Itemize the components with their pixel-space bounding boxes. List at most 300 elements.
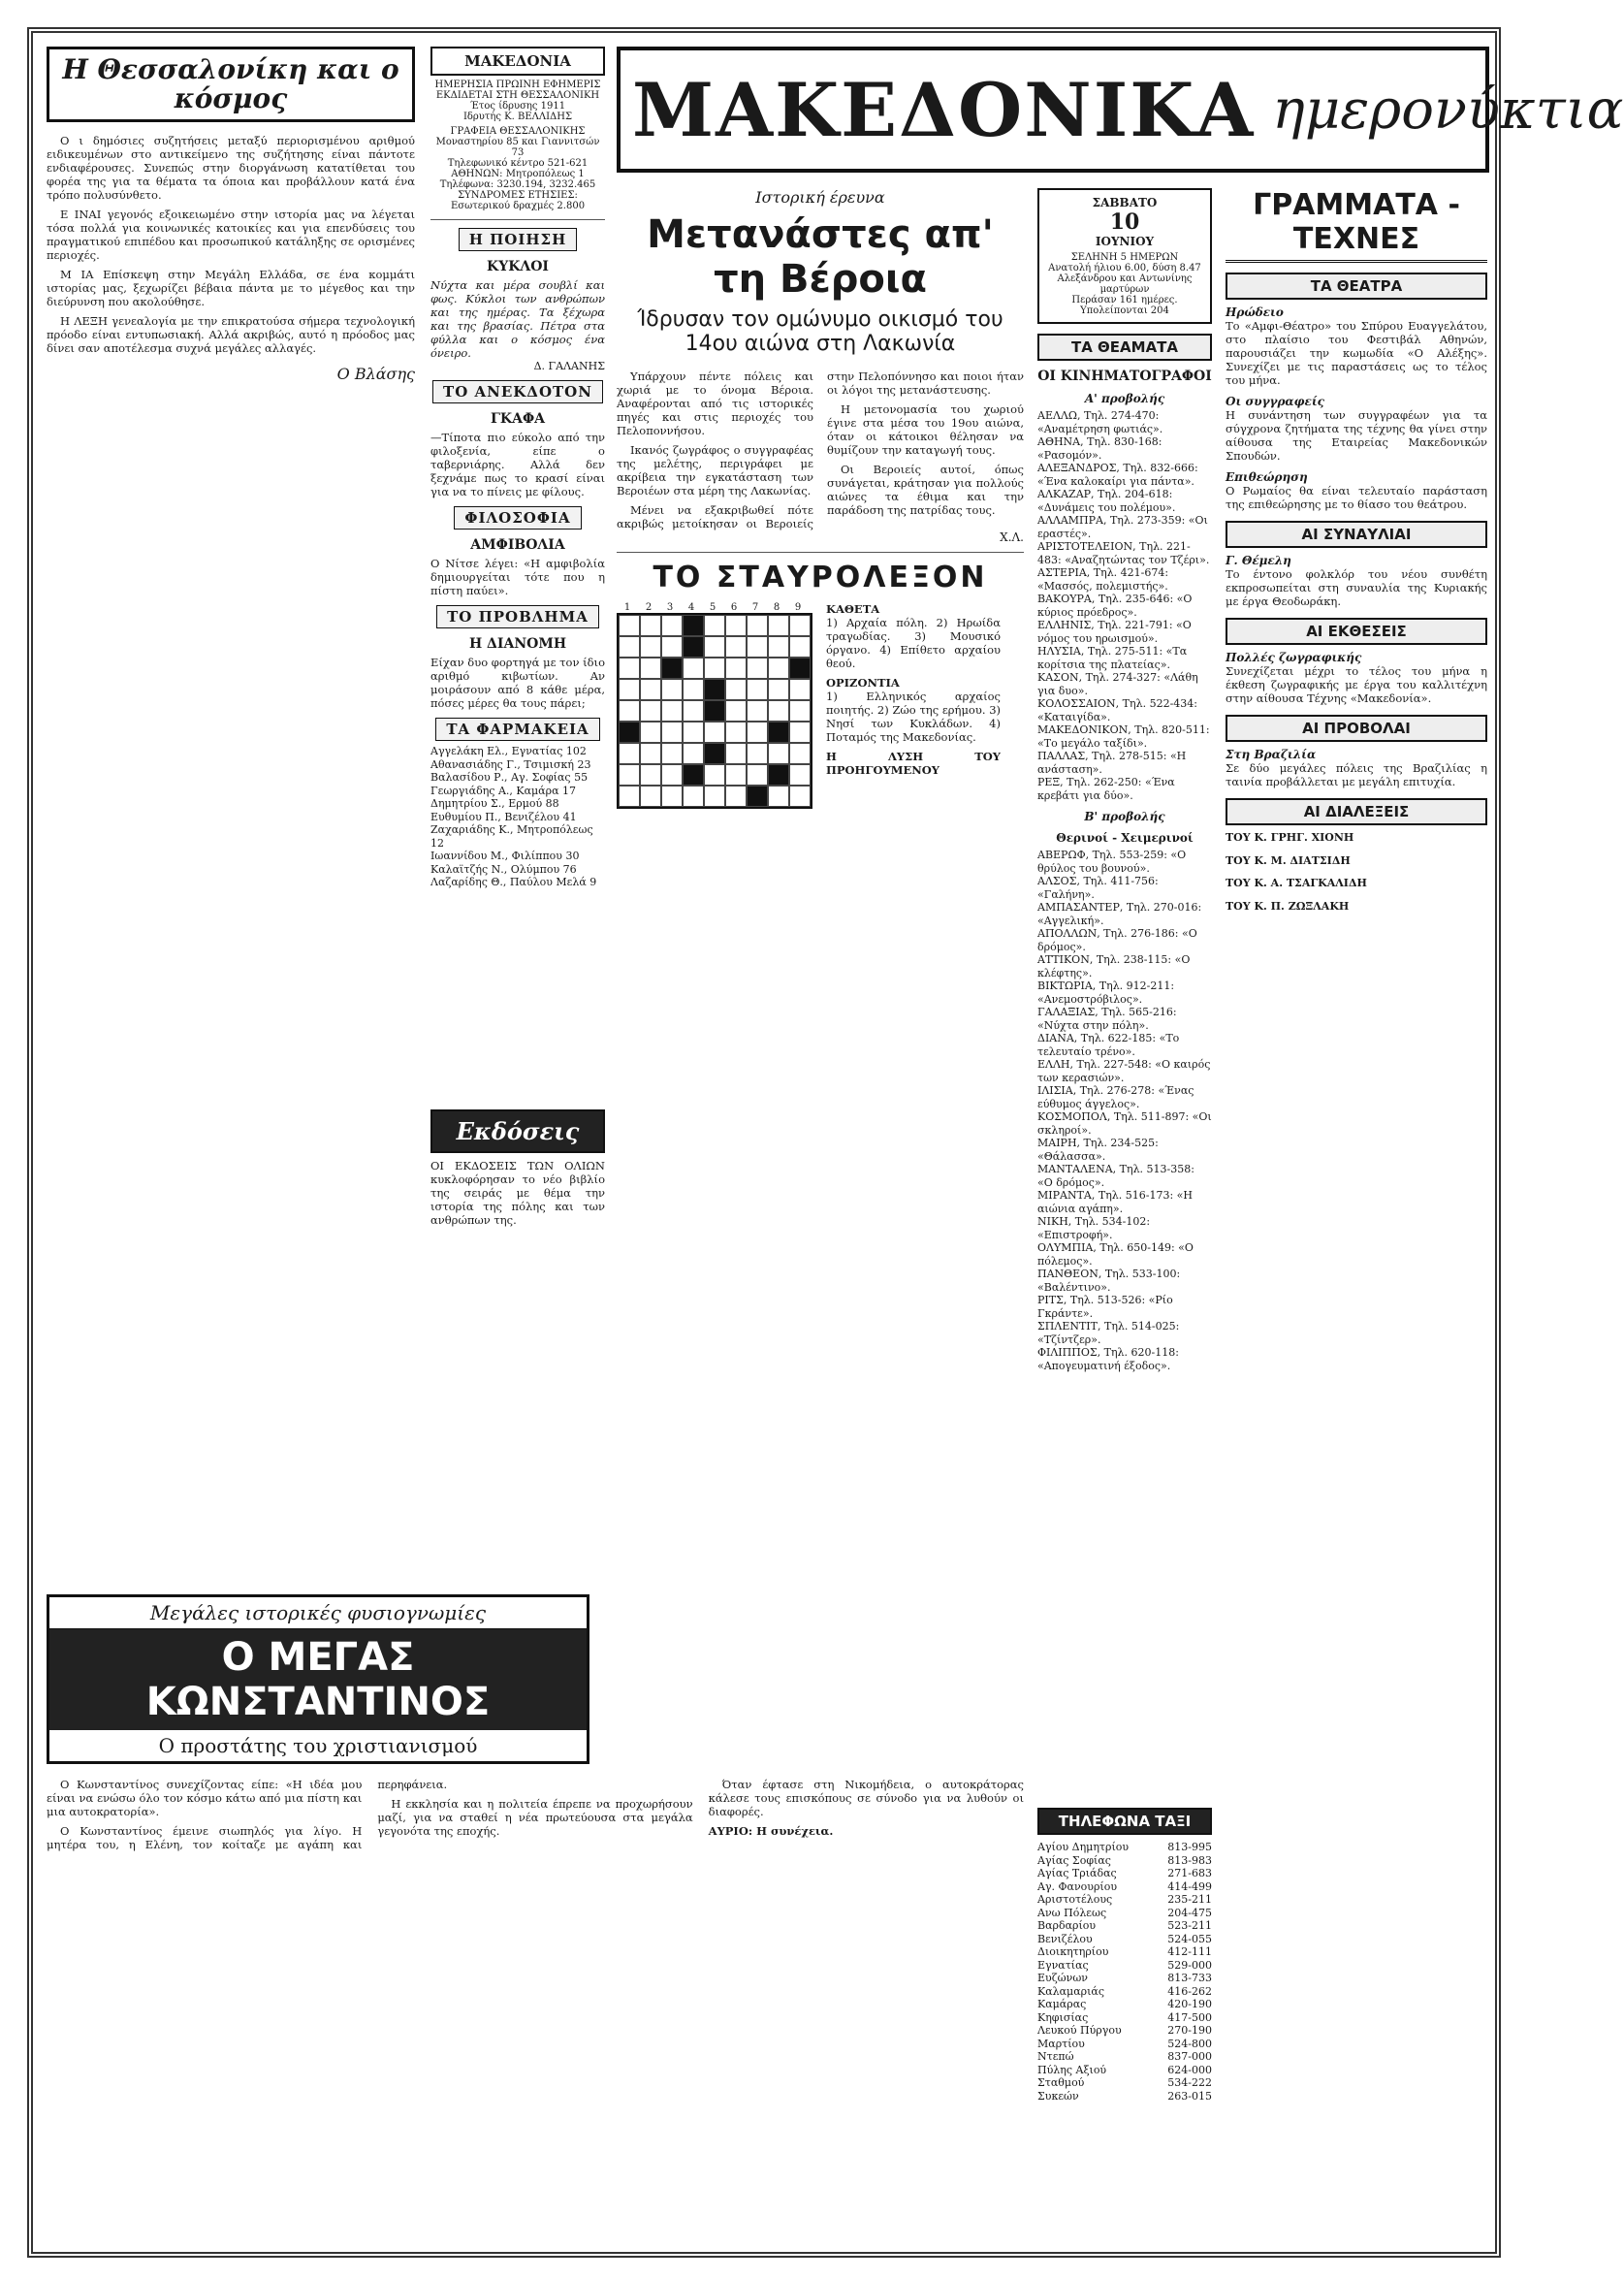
masthead <box>617 47 1624 173</box>
crossword-cell <box>683 743 704 764</box>
paragraph: Ο Κωνσταντίνος έμεινε σιωπηλός για λίγο. Η μητέρα του, η Ελένη, τον κοίταζε με αγάπη και περηφάνεια. <box>47 1778 448 1851</box>
crossword-cell <box>768 743 789 764</box>
crossword-cell <box>768 636 789 658</box>
phone-number: 813-733 <box>1167 1972 1212 1984</box>
crossword-number: 2 <box>645 602 653 613</box>
crossword-cell <box>640 679 661 700</box>
list-item: ΤΟΥ Κ. ΓΡΗΓ. ΧΙΟΝΗ <box>1226 831 1354 844</box>
phone-number: 412-111 <box>1167 1945 1212 1958</box>
date-number: 10 <box>1109 209 1140 235</box>
crossword-cell <box>683 636 704 658</box>
list-item: ΑΛΚΑΖΑΡ, Τηλ. 204-618: «Δυνάμεις του πολέμου». <box>1037 488 1176 514</box>
phone-number: 271-683 <box>1167 1867 1212 1879</box>
phone-name: Λευκού Πύργου <box>1037 2024 1122 2037</box>
crossword-cell <box>725 722 747 743</box>
crossword-cell <box>725 636 747 658</box>
editions-tag: Εκδόσεις <box>430 1109 605 1153</box>
list-item: Ζαχαριάδης Κ., Μητροπόλεως 12 <box>430 823 593 850</box>
signature: Ο Βλάσης <box>336 365 415 383</box>
list-item: ΡΙΤΣ, Τηλ. 513-526: «Ρίο Γκράντε». <box>1037 1294 1173 1320</box>
phone-name: Συκεών <box>1037 2089 1079 2103</box>
review-text: Ο Ρωμαίος θα είναι τελευταίο παράσταση της επιθεώρησης με το θίασο του θεάτρου. <box>1226 484 1487 511</box>
list-item: ΑΡΙΣΤΟΤΕΛΕΙΟΝ, Τηλ. 221-483: «Αναζητώντας τον Τζέρι». <box>1037 540 1210 566</box>
pharmacies-tag: ΤΑ ΦΑΡΜΑΚΕΙΑ <box>435 718 599 741</box>
crossword-cell <box>789 679 811 700</box>
feature-signature: Χ.Λ. <box>1000 530 1024 544</box>
crossword-title: ΤΟ ΣΤΑΥΡΟΛΕΞΟΝ <box>653 561 988 594</box>
owner: Ιδρυτής Κ. ΒΕΛΛΙΔΗΣ <box>462 112 573 122</box>
offices: ΓΡΑΦΕΙΑ ΘΕΣΣΑΛΟΝΙΚΗΣ Μοναστηρίου 85 και Γιαννιτσών 73 <box>435 126 600 158</box>
paragraph: Η ΛΕΞΗ γενεαλογία με την επικρατούσα σήμερα τεχνολογική πρόοδο είναι εντυπωσιακή. Αλλά ακριβώς, αυτό η πρόοδος μας δίνει σαν αποτέλεσμα συχνά μεγάλες αλλαγές. <box>47 314 415 355</box>
list-item: ΜΑΝΤΑΛΕΝΑ, Τηλ. 513-358: «Ο δρόμος». <box>1037 1163 1194 1189</box>
cinema-sub2b: Θερινοί - Χειμερινοί <box>1056 831 1194 845</box>
phone-number: 813-995 <box>1167 1841 1212 1853</box>
phone-name: Πύλης Αξιού <box>1037 2063 1107 2076</box>
crossword-cell <box>704 722 725 743</box>
crossword-cell <box>725 786 747 807</box>
phone-row <box>1037 1907 1212 1920</box>
taxi-tag: ΤΗΛΕΦΩΝΑ ΤΑΞΙ <box>1037 1808 1212 1835</box>
cinema-list-2 <box>1037 849 1212 1372</box>
crossword-grid <box>617 613 812 809</box>
list-item: ΑΠΟΛΛΩΝ, Τηλ. 276-186: «Ο δρόμος». <box>1037 927 1197 953</box>
meetings-tag: ΑΙ ΣΥΝΑΥΛΙΑΙ <box>1226 521 1487 548</box>
list-item: ΝΙΚΗ, Τηλ. 534-102: «Επιστροφή». <box>1037 1215 1151 1241</box>
crossword-block <box>617 602 1024 809</box>
crossword-cell <box>661 679 683 700</box>
list-item: ΔΙΑΝΑ, Τηλ. 622-185: «Το τελευταίο τρένο». <box>1037 1032 1180 1058</box>
crossword-cell <box>619 679 640 700</box>
phone-name: Καλαμαριάς <box>1037 1984 1104 1998</box>
crossword-cell <box>704 786 725 807</box>
phone-row <box>1037 1867 1212 1880</box>
phone-row <box>1037 2024 1212 2038</box>
cinema-list-1 <box>1037 409 1212 802</box>
crossword-number: 8 <box>773 602 780 613</box>
anecdote-title: ΓΚΑΦΑ <box>490 411 546 427</box>
list-item: ΙΛΙΣΙΑ, Τηλ. 276-278: «Ένας εύθυμος άγγελος». <box>1037 1084 1194 1110</box>
crossword-cell <box>789 786 811 807</box>
phone-name: Ευζώνων <box>1037 1972 1088 1984</box>
list-item: ΗΛΥΣΙΑ, Τηλ. 275-511: «Τα κορίτσια της πλατείας». <box>1037 645 1188 671</box>
phone-name: Αριστοτέλους <box>1037 1893 1113 1906</box>
crossword-number: 7 <box>751 602 759 613</box>
date-month: ΙΟΥΝΙΟΥ <box>1095 235 1155 248</box>
list-item: ΑΛΛΑΜΠΡΑ, Τηλ. 273-359: «Οι εραστές». <box>1037 514 1208 540</box>
paragraph: Μ ΙΑ Επίσκεψη στην Μεγάλη Ελλάδα, σε ένα κομμάτι ιστορίας μας, ξεχωρίζει βέβαια πάντα με το μέγεθος και την διεύρυνση που ακολούθησε. <box>47 268 415 308</box>
crossword-cell <box>640 658 661 679</box>
crossword-number: 3 <box>666 602 674 613</box>
left-column <box>47 47 415 1589</box>
composers-text: Η συνάντηση των συγγραφέων για τα σύγχρονα ζητήματα της τέχνης θα γίνει στην αίθουσα της Εταιρείας Μακεδονικών Σπουδών. <box>1226 408 1487 463</box>
phone-name: Βαρδαρίου <box>1037 1919 1097 1932</box>
crossword-numbers <box>617 602 812 613</box>
crossword-cell <box>640 722 661 743</box>
theater-tag: ΤΑ ΘΕΑΤΡΑ <box>1226 273 1487 300</box>
saints: Αλεξάνδρου και Αντωνίνης μαρτύρων <box>1057 273 1193 295</box>
phone-name: Κηφισίας <box>1037 2010 1089 2024</box>
list-item: ΜΑΙΡΗ, Τηλ. 234-525: «Θάλασσα». <box>1037 1137 1159 1163</box>
crossword-cell <box>768 679 789 700</box>
crossword-cell <box>619 722 640 743</box>
cinema-column <box>1037 188 1212 1779</box>
crossword-cell <box>640 615 661 636</box>
bottom-story-kicker: Μεγάλες ιστορικές φυσιογνωμίες <box>49 1597 587 1629</box>
list-item: ΑΜΠΑΣΑΝΤΕΡ, Τηλ. 270-016: «Αγγελική». <box>1037 901 1202 927</box>
problem-tag: ΤΟ ΠΡΟΒΛΗΜΑ <box>436 605 599 628</box>
list-item: Βαλασίδου Ρ., Αγ. Σοφίας 55 <box>430 771 589 784</box>
crossword-cell <box>619 636 640 658</box>
phone-number: 204-475 <box>1167 1906 1212 1919</box>
crossword-cell <box>725 700 747 722</box>
crossword-cell <box>661 658 683 679</box>
crossword-cell <box>747 615 768 636</box>
phone-name: Σταθμού <box>1037 2076 1085 2089</box>
crossword-cell <box>640 764 661 786</box>
composers-tag: Οι συγγραφείς <box>1226 395 1324 408</box>
crossword-cell <box>704 658 725 679</box>
crossword-cell <box>619 615 640 636</box>
list-item: ΟΛΥΜΠΙΑ, Τηλ. 650-149: «Ο πόλεμος». <box>1037 1241 1194 1268</box>
phone-name: Εγνατίας <box>1037 1958 1089 1972</box>
list-item: ΚΟΛΟΣΣΑΙΟΝ, Τηλ. 522-434: «Καταιγίδα». <box>1037 697 1197 723</box>
crossword-cell <box>789 764 811 786</box>
masthead-subtitle: ημερονύκτια <box>1272 78 1624 142</box>
meetings-sub: Γ. Θέμελη <box>1226 554 1291 567</box>
phone-row <box>1037 1880 1212 1894</box>
list-item: Ευθυμίου Π., Βενιζέλου 41 <box>430 810 577 823</box>
crossword-cell <box>661 743 683 764</box>
list-item: ΣΠΛΕΝΤΙΤ, Τηλ. 514-025: «Τζίντζερ». <box>1037 1320 1180 1346</box>
crossword-number: 5 <box>709 602 716 613</box>
crossword-number: 1 <box>623 602 631 613</box>
crossword-cell <box>725 615 747 636</box>
lectures-tag: ΑΙ ΔΙΑΛΕΞΕΙΣ <box>1226 798 1487 825</box>
next-episode: ΑΥΡΙΟ: Η συνέχεια. <box>708 1824 834 1838</box>
cinema-sub2: Β' προβολής <box>1084 810 1165 823</box>
crossword-cell <box>768 615 789 636</box>
crossword-cell <box>725 679 747 700</box>
poetry-tag: Η ΠΟΙΗΣΗ <box>459 228 578 251</box>
paragraph: Ε ΙΝΑΙ γεγονός εξοικειωμένο στην ιστορία μας να λέγεται τόσα πολλά για κοινωνικές κατοικίες και για επενδύσεις του πραγματικού επιπέδου και προσωπικού κατάληξης σε ορισμένες περιοχές. <box>47 208 415 262</box>
crossword-cell <box>704 615 725 636</box>
crossword-cell <box>768 700 789 722</box>
crossword-cell <box>725 764 747 786</box>
phone-number: 524-055 <box>1167 1932 1212 1945</box>
theater-text: Το «Αμφι-Θέατρο» του Σπύρου Ευαγγελάτου, στο πλαίσιο του Φεστιβάλ Αθηνών, παρουσιάζει την κωμωδία «Ο Αλέξης». Συνεχίζει με τις παραστάσεις ως το τέλος του μήνα. <box>1226 319 1487 387</box>
crossword-cell <box>789 743 811 764</box>
list-item: ΤΟΥ Κ. Π. ΖΩΞΛΑΚΗ <box>1226 899 1350 913</box>
phone-name: Αγ. Φανουρίου <box>1037 1879 1118 1893</box>
list-item: ΤΟΥ Κ. Α. ΤΣΑΓΚΑΛΙΔΗ <box>1226 877 1367 889</box>
problem-text: Είχαν δυο φορτηγά με τον ίδιο αριθμό κιβωτίων. Αν μοιράσουν από 8 κάθε μέρα, πόσες μέρες θα τους πάρει; <box>430 656 605 710</box>
date-box <box>1037 188 1212 324</box>
meetings-text: Το έντονο φολκλόρ του νέου συνθέτη εκπροσωπείται στη συναυλία της Κυριακής με έργα Θεοδωράκη. <box>1226 567 1487 608</box>
list-item: ΤΟΥ Κ. Μ. ΔΙΑΤΣΙΔΗ <box>1226 853 1351 867</box>
phone-name: Καμάρας <box>1037 1998 1087 2010</box>
crossword-number: 6 <box>730 602 738 613</box>
pharmacies-list <box>430 745 605 889</box>
crossword-cell <box>640 743 661 764</box>
exhibitions-sub: Πολλές ζωγραφικής <box>1226 651 1362 664</box>
phone-row <box>1037 1985 1212 1999</box>
phone-row <box>1037 2011 1212 2025</box>
cinema-title: ΟΙ ΚΙΝΗΜΑΤΟΓΡΑΦΟΙ <box>1037 369 1212 384</box>
phone-row <box>1037 2064 1212 2077</box>
phone-row <box>1037 1972 1212 1985</box>
phone-number: 417-500 <box>1167 2010 1212 2024</box>
clues-down: 1) Αρχαία πόλη. 2) Ηρωίδα τραγωδίας. 3) Μουσικό όργανο. 4) Επίθετο αρχαίου θεού. <box>826 616 1001 670</box>
anecdote-text: —Τίποτα πιο εύκολο από την φιλοξενία, είπε ο ταβερνιάρης. Αλλά δεν ξεχνάμε πως το κρασί είναι για να το πίνεις με φίλους. <box>430 431 605 498</box>
crossword-cell <box>768 764 789 786</box>
crossword-cell <box>704 679 725 700</box>
crossword-cell <box>640 700 661 722</box>
list-item: ΓΑΛΑΞΙΑΣ, Τηλ. 565-216: «Νύχτα στην πόλη». <box>1037 1006 1177 1032</box>
phone-number: 420-190 <box>1167 1998 1212 2010</box>
list-item: ΚΑΣΟΝ, Τηλ. 274-327: «Λάθη για δυο». <box>1037 671 1198 697</box>
phone-row <box>1037 2090 1212 2103</box>
crossword-cell <box>789 700 811 722</box>
crossword-cell <box>661 722 683 743</box>
list-item: Αθανασιάδης Γ., Τσιμισκή 23 <box>430 757 591 771</box>
list-item: Ιωαννίδου Μ., Φιλίππου 30 <box>430 850 580 862</box>
list-item: Αγγελάκη Ελ., Εγνατίας 102 <box>430 745 587 757</box>
cinema-sub1: Α' προβολής <box>1084 392 1165 405</box>
list-item: ΑΤΤΙΚΟΝ, Τηλ. 238-115: «Ο κλέφτης». <box>1037 953 1191 979</box>
paragraph: Ο ι δημόσιες συζητήσεις μεταξύ περιορισμένου αριθμού ειδικευμένων στο αντικείμενο της συζήτησης είναι πάντοτε ενδιαφέρουσες. Συνεπώς στην διοργάνωση κατατίθεται του φορέα της για τα θέματα τα όποια και προβάλλουν κατά ένα τρόπο πολυσύνθετο. <box>47 134 415 202</box>
phone-number: 270-190 <box>1167 2024 1212 2037</box>
crossword-cell <box>747 658 768 679</box>
phone-row <box>1037 1933 1212 1946</box>
crossword-cell <box>640 636 661 658</box>
crossword-cell <box>619 743 640 764</box>
phone-number: 624-000 <box>1167 2063 1212 2076</box>
crossword-cell <box>747 786 768 807</box>
list-item: Λαζαρίδης Θ., Παύλου Μελά 9 <box>430 876 597 888</box>
crossword-cell <box>725 658 747 679</box>
list-item: ΑΕΛΛΩ, Τηλ. 274-470: «Αναμέτρηση φωτιάς». <box>1037 409 1163 435</box>
bottom-story <box>47 1594 1024 2244</box>
list-item: ΑΛΕΞΑΝΔΡΟΣ, Τηλ. 832-666: «Ένα καλοκαίρι για πάντα». <box>1037 462 1198 488</box>
crossword-cell <box>704 700 725 722</box>
review-tag: Επιθεώρηση <box>1226 470 1308 484</box>
crossword-cell <box>768 786 789 807</box>
paragraph: Ο Κωνσταντίνος συνεχίζοντας είπε: «Η ιδέα μου είναι να ενώσω όλο τον κόσμο κάτω από μια πίστη και μια αυτοκρατορία». <box>47 1778 363 1818</box>
phone-row <box>1037 2050 1212 2064</box>
phone-row <box>1037 1945 1212 1959</box>
crossword-cell <box>747 679 768 700</box>
athens-office: ΑΘΗΝΩΝ: Μητροπόλεως 1 Τηλέφωνα: 3230.194, 3232.465 <box>439 169 596 190</box>
phone-name: Βενιζέλου <box>1037 1932 1093 1945</box>
poem-author: Δ. ΓΑΛΑΝΗΣ <box>533 360 605 372</box>
crossword-cell <box>747 722 768 743</box>
crossword-cell <box>683 764 704 786</box>
clues-across: 1) Ελληνικός αρχαίος ποιητής. 2) Ζώο της ερήμου. 3) Νησί των Κυκλάδων. 4) Ποταμός της Μακεδονίας. <box>826 690 1001 744</box>
list-item: ΡΕΞ, Τηλ. 262-250: «Ένα κρεβάτι για δύο». <box>1037 776 1175 802</box>
crossword-cell <box>747 700 768 722</box>
subscriptions: ΣΥΝΔΡΟΜΕΣ ΕΤΗΣΙΕΣ: Εσωτερικού δραχμές 2.800 <box>450 190 586 211</box>
list-item: ΒΙΚΤΩΡΙΑ, Τηλ. 912-211: «Ανεμοστρόβιλος». <box>1037 979 1175 1006</box>
crossword-cell <box>683 700 704 722</box>
newspaper-page <box>27 27 1624 2258</box>
crossword-cell <box>789 722 811 743</box>
phone-row <box>1037 1998 1212 2011</box>
bottom-story-subtitle: Ο προστάτης του χριστιανισμού <box>158 1734 478 1757</box>
phone-number: 235-211 <box>1167 1893 1212 1906</box>
crossword-clues <box>826 602 1001 809</box>
crossword-cell <box>704 764 725 786</box>
bottom-story-header <box>47 1594 589 1764</box>
phone-number: 837-000 <box>1167 2050 1212 2063</box>
feature-title: Μετανάστες απ' τη Βέροια <box>647 212 994 302</box>
crossword-cell <box>789 615 811 636</box>
list-item: ΠΑΛΛΑΣ, Τηλ. 278-515: «Η ανάσταση». <box>1037 750 1187 776</box>
list-item: ΦΙΛΙΠΠΟΣ, Τηλ. 620-118: «Απογευματινή έξοδος». <box>1037 1346 1179 1372</box>
phone-number: 534-222 <box>1167 2076 1212 2089</box>
clues-down-label: ΚΑΘΕΤΑ <box>826 602 880 616</box>
crossword-number: 4 <box>687 602 695 613</box>
phone-name: Αγίου Δημητρίου <box>1037 1841 1130 1853</box>
cinema-tag: ΤΑ ΘΕΑΜΑΤΑ <box>1037 334 1212 361</box>
list-item: ΑΒΕΡΩΦ, Τηλ. 553-259: «Ο θρύλος του βουνού». <box>1037 849 1187 875</box>
paragraph: Η εκκλησία και η πολιτεία έπρεπε να προχωρήσουν μαζί, για να σταθεί η νέα πρωτεύουσα στα μεγάλα γεγονότα της εποχής. <box>377 1797 693 1838</box>
feature-body <box>617 369 1024 530</box>
crossword-cell <box>725 743 747 764</box>
bottom-story-title: Ο ΜΕΓΑΣ ΚΩΝΣΤΑΝΤΙΝΟΣ <box>49 1629 587 1730</box>
phone-name: Αγίας Τριάδας <box>1037 1867 1117 1879</box>
phone-row <box>1037 1841 1212 1854</box>
crossword-cell <box>704 636 725 658</box>
exhibitions-text: Συνεχίζεται μέχρι το τέλος του μήνα η έκθεση ζωγραφικής με έργα του καλλιτέχνη στην αίθουσα Τέχνης «Μακεδονία». <box>1226 664 1487 705</box>
philosophy-text: Ο Νίτσε λέγει: «Η αμφιβολία δημιουργείται τότε που η πίστη παύει». <box>430 557 605 597</box>
list-item: ΒΑΚΟΥΡΑ, Τηλ. 235-646: «Ο κύριος πρόεδρος». <box>1037 593 1193 619</box>
date-day: ΣΑΒΒΑΤΟ <box>1092 196 1158 209</box>
taxi-phones <box>1037 1798 1212 2244</box>
sunrise: Ανατολή ήλιου 6.00, δύση 8.47 <box>1048 263 1201 273</box>
founded: Έτος ίδρυσης 1911 <box>469 101 566 112</box>
phone-row <box>1037 1854 1212 1868</box>
right-column-header: ΓΡΑΜΜΑΤΑ - ΤΕΧΝΕΣ <box>1226 188 1487 263</box>
poem-text: Νύχτα και μέρα σουβλί και φως. Κύκλοι των ανθρώπων και της ημέρας. Τα ξέχωρα και της βρασίας. Πέτρα στα φύλλα και ο κόσμος ένα όνειρο. <box>430 278 605 360</box>
list-item: ΕΛΛΗΝΙΣ, Τηλ. 221-791: «Ο νόμος του ηρωισμού». <box>1037 619 1192 645</box>
crossword-cell <box>640 786 661 807</box>
phone-row <box>1037 2076 1212 2090</box>
problem-title: Η ΔΙΑΝΟΜΗ <box>468 636 567 652</box>
phone-row <box>1037 1893 1212 1907</box>
list-item: ΕΛΛΗ, Τηλ. 227-548: «Ο καιρός των κερασιών». <box>1037 1058 1211 1084</box>
crossword-cell <box>683 679 704 700</box>
crossword-cell <box>619 764 640 786</box>
crossword-cell <box>747 636 768 658</box>
info-column <box>430 47 605 1589</box>
phone-number: 529-000 <box>1167 1958 1212 1972</box>
crossword-cell <box>683 786 704 807</box>
phone-row <box>1037 1959 1212 1973</box>
crossword-cell <box>619 786 640 807</box>
phone-list <box>1037 1841 1212 2103</box>
lectures-list <box>1226 831 1487 913</box>
right-column <box>1226 188 1487 2244</box>
phone-row <box>1037 1919 1212 1933</box>
paragraph: Ικανός ζωγράφος ο συγγραφέας της μελέτης, περιγράφει με ακρίβεια την εγκατάσταση των Βεροιέων στα μέρη της Λακωνίας. <box>617 443 813 498</box>
crossword-cell <box>619 658 640 679</box>
crossword-cell <box>747 743 768 764</box>
poem-title: ΚΥΚΛΟΙ <box>487 259 549 274</box>
list-item: Δημητρίου Σ., Ερμού 88 <box>430 797 559 810</box>
crossword-cell <box>704 743 725 764</box>
list-item: ΑΣΤΕΡΙΑ, Τηλ. 421-674: «Μασσός, πολεμιστής». <box>1037 566 1169 593</box>
crossword-cell <box>768 722 789 743</box>
paragraph: Υπάρχουν πέντε πόλεις και χωριά με το όνομα Βέροια. Αναφέρονται από τις ιστορικές πηγές και στις περιοχές του Πελοποννήσου. <box>617 369 813 437</box>
left-column-header: Η Θεσσαλονίκη και ο κόσμος <box>47 47 415 122</box>
days-passed: Περάσαν 161 ημέρες. Υπολείπονται 204 <box>1071 295 1178 316</box>
crossword-cell <box>661 700 683 722</box>
crossword-cell <box>661 615 683 636</box>
phone-name: Ντεπώ <box>1037 2050 1074 2063</box>
moon-phase: ΣΕΛΗΝΗ 5 ΗΜΕΡΩΝ <box>1070 252 1179 263</box>
crossword-cell <box>747 764 768 786</box>
logo-subtitle: ΗΜΕΡΗΣΙΑ ΠΡΩΙΝΗ ΕΦΗΜΕΡΙΣ ΕΚΔΙΔΕΤΑΙ ΣΤΗ ΘΕΣΣΑΛΟΝΙΚΗ <box>434 80 601 101</box>
phone-name: Διοικητηρίου <box>1037 1945 1109 1958</box>
list-item: ΚΟΣΜΟΠΟΛ, Τηλ. 511-897: «Οι σκληροί». <box>1037 1110 1212 1137</box>
clues-across-label: ΟΡΙΖΟΝΤΙΑ <box>826 676 900 690</box>
philosophy-title: ΑΜΦΙΒΟΛΙΑ <box>470 537 565 553</box>
paragraph: Όταν έφτασε στη Νικομήδεια, ο αυτοκράτορας κάλεσε τους επισκόπους σε σύνοδο για να λυθούν οι διαφορές. <box>708 1778 1024 1818</box>
theater-sub: Ηρώδειο <box>1226 305 1284 319</box>
feature-article <box>617 188 1024 1080</box>
list-item: Γεωργιάδης Α., Καμάρα 17 <box>430 784 576 797</box>
paragraph: Η μετονομασία του χωριού έγινε στα μέσα του 19ου αιώνα, όταν οι κάτοικοι θέλησαν να θυμίζουν την καταγωγή τους. <box>827 402 1024 457</box>
editions-box <box>430 1109 605 1236</box>
crossword-cell <box>661 786 683 807</box>
divider <box>617 552 1024 553</box>
phone-number: 416-262 <box>1167 1984 1212 1998</box>
crossword-cell <box>789 636 811 658</box>
phone-number: 813-983 <box>1167 1853 1212 1867</box>
projections-sub: Στη Βραζιλία <box>1226 748 1317 761</box>
crossword-number: 9 <box>794 602 802 613</box>
list-item: ΑΛΣΟΣ, Τηλ. 411-756: «Γαλήνη». <box>1037 875 1159 901</box>
exhibitions-tag: ΑΙ ΕΚΘΕΣΕΙΣ <box>1226 618 1487 645</box>
list-item: ΜΙΡΑΝΤΑ, Τηλ. 516-173: «Η αιώνια αγάπη». <box>1037 1189 1193 1215</box>
phone-name: Μαρτίου <box>1037 2037 1085 2050</box>
paragraph: Οι Βεροιείς αυτοί, όπως συνάγεται, κράτησαν για πολλούς αιώνες τα έθιμα και την παράδοση της πατρίδας τους. <box>827 463 1024 517</box>
projections-text: Σε δύο μεγάλες πόλεις της Βραζιλίας η ταινία προβάλλεται με μεγάλη επιτυχία. <box>1226 761 1487 788</box>
anecdote-tag: ΤΟ ΑΝΕΚΔΟΤΟΝ <box>432 380 603 403</box>
crossword-cell <box>619 700 640 722</box>
left-column-text <box>47 134 415 355</box>
list-item: ΜΑΚΕΔΟΝΙΚΟΝ, Τηλ. 820-511: «Το μεγάλο ταξίδι». <box>1037 723 1210 750</box>
philosophy-tag: ΦΙΛΟΣΟΦΙΑ <box>454 506 581 530</box>
crossword-cell <box>661 764 683 786</box>
bottom-story-body <box>47 1778 1024 2243</box>
phone-row <box>1037 2038 1212 2051</box>
crossword-cell <box>683 722 704 743</box>
crossword-cell <box>789 658 811 679</box>
phone-number: 263-015 <box>1167 2089 1212 2103</box>
solution-label: Η ΛΥΣΗ ΤΟΥ ΠΡΟΗΓΟΥΜΕΝΟΥ <box>826 750 1001 777</box>
phone-name: Αγίας Σοφίας <box>1037 1853 1111 1867</box>
phones-line: Τηλεφωνικό κέντρο 521-621 <box>447 158 589 169</box>
phone-number: 524-800 <box>1167 2037 1212 2050</box>
masthead-title: ΜΑΚΕΔΟΝΙΚΑ <box>632 66 1256 153</box>
crossword-cell <box>661 636 683 658</box>
divider <box>430 219 605 220</box>
crossword-cell <box>683 615 704 636</box>
crossword-cell <box>768 658 789 679</box>
list-item: ΑΘΗΝΑ, Τηλ. 830-168: «Ρασομόν». <box>1037 435 1162 462</box>
crossword-cell <box>683 658 704 679</box>
